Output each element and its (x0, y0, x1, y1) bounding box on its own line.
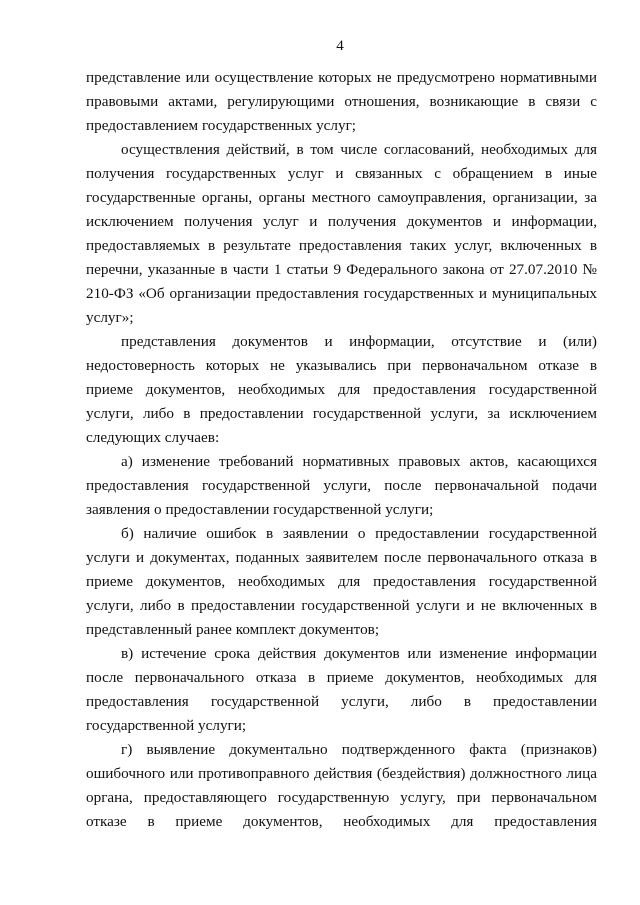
list-item-g: г) выявление документально подтвержденного факта (признаков) ошибочного или противоправного действия (бездействия) должностного лица органа, предоставляющего государственную услугу, при первоначальном отказе в приеме документов, необходимых для предоставления (86, 741, 597, 830)
paragraph-actions: осуществления действий, в том числе согласований, необходимых для получения государственных услуг и связанных с обращением в иные государственные органы, органы местного самоуправления, организации, за исключением получения услуг и получения документов и информации, предоставляемых в результате предоставления таких услуг, включенных в перечни, указанные в части 1 статьи 9 Федерального закона от 27.07.2010 № 210-ФЗ «Об организации предоставления государственных и муниципальных услуг»; (86, 141, 597, 326)
paragraph-continuation: представление или осуществление которых не предусмотрено нормативными правовыми актами, регулирующими отношения, возникающие в связи с предоставлением государственных услуг; (86, 69, 597, 134)
list-item-a: а) изменение требований нормативных правовых актов, касающихся предоставления государственной услуги, после первоначальной подачи заявления о предоставлении государственной услуги; (86, 453, 597, 518)
list-item-b: б) наличие ошибок в заявлении о предоставлении государственной услуги и документах, поданных заявителем после первоначального отказа в приеме документов, необходимых для предоставления государственной услуги, либо в предоставлении государственной услуги и не включенных в представленный ранее комплект документов; (86, 525, 597, 638)
paragraph-documents: представления документов и информации, отсутствие и (или) недостоверность которых не указывались при первоначальном отказе в приеме документов, необходимых для предоставления государственной услуги, либо в предоставлении государственной услуги, за исключением следующих случаев: (86, 333, 597, 446)
page-number: 4 (336, 38, 344, 54)
list-item-v: в) истечение срока действия документов или изменение информации после первоначального отказа в приеме документов, необходимых для предоставления государственной услуги, либо в предоставлении государственной услуги; (86, 645, 597, 734)
document-body (86, 66, 597, 834)
